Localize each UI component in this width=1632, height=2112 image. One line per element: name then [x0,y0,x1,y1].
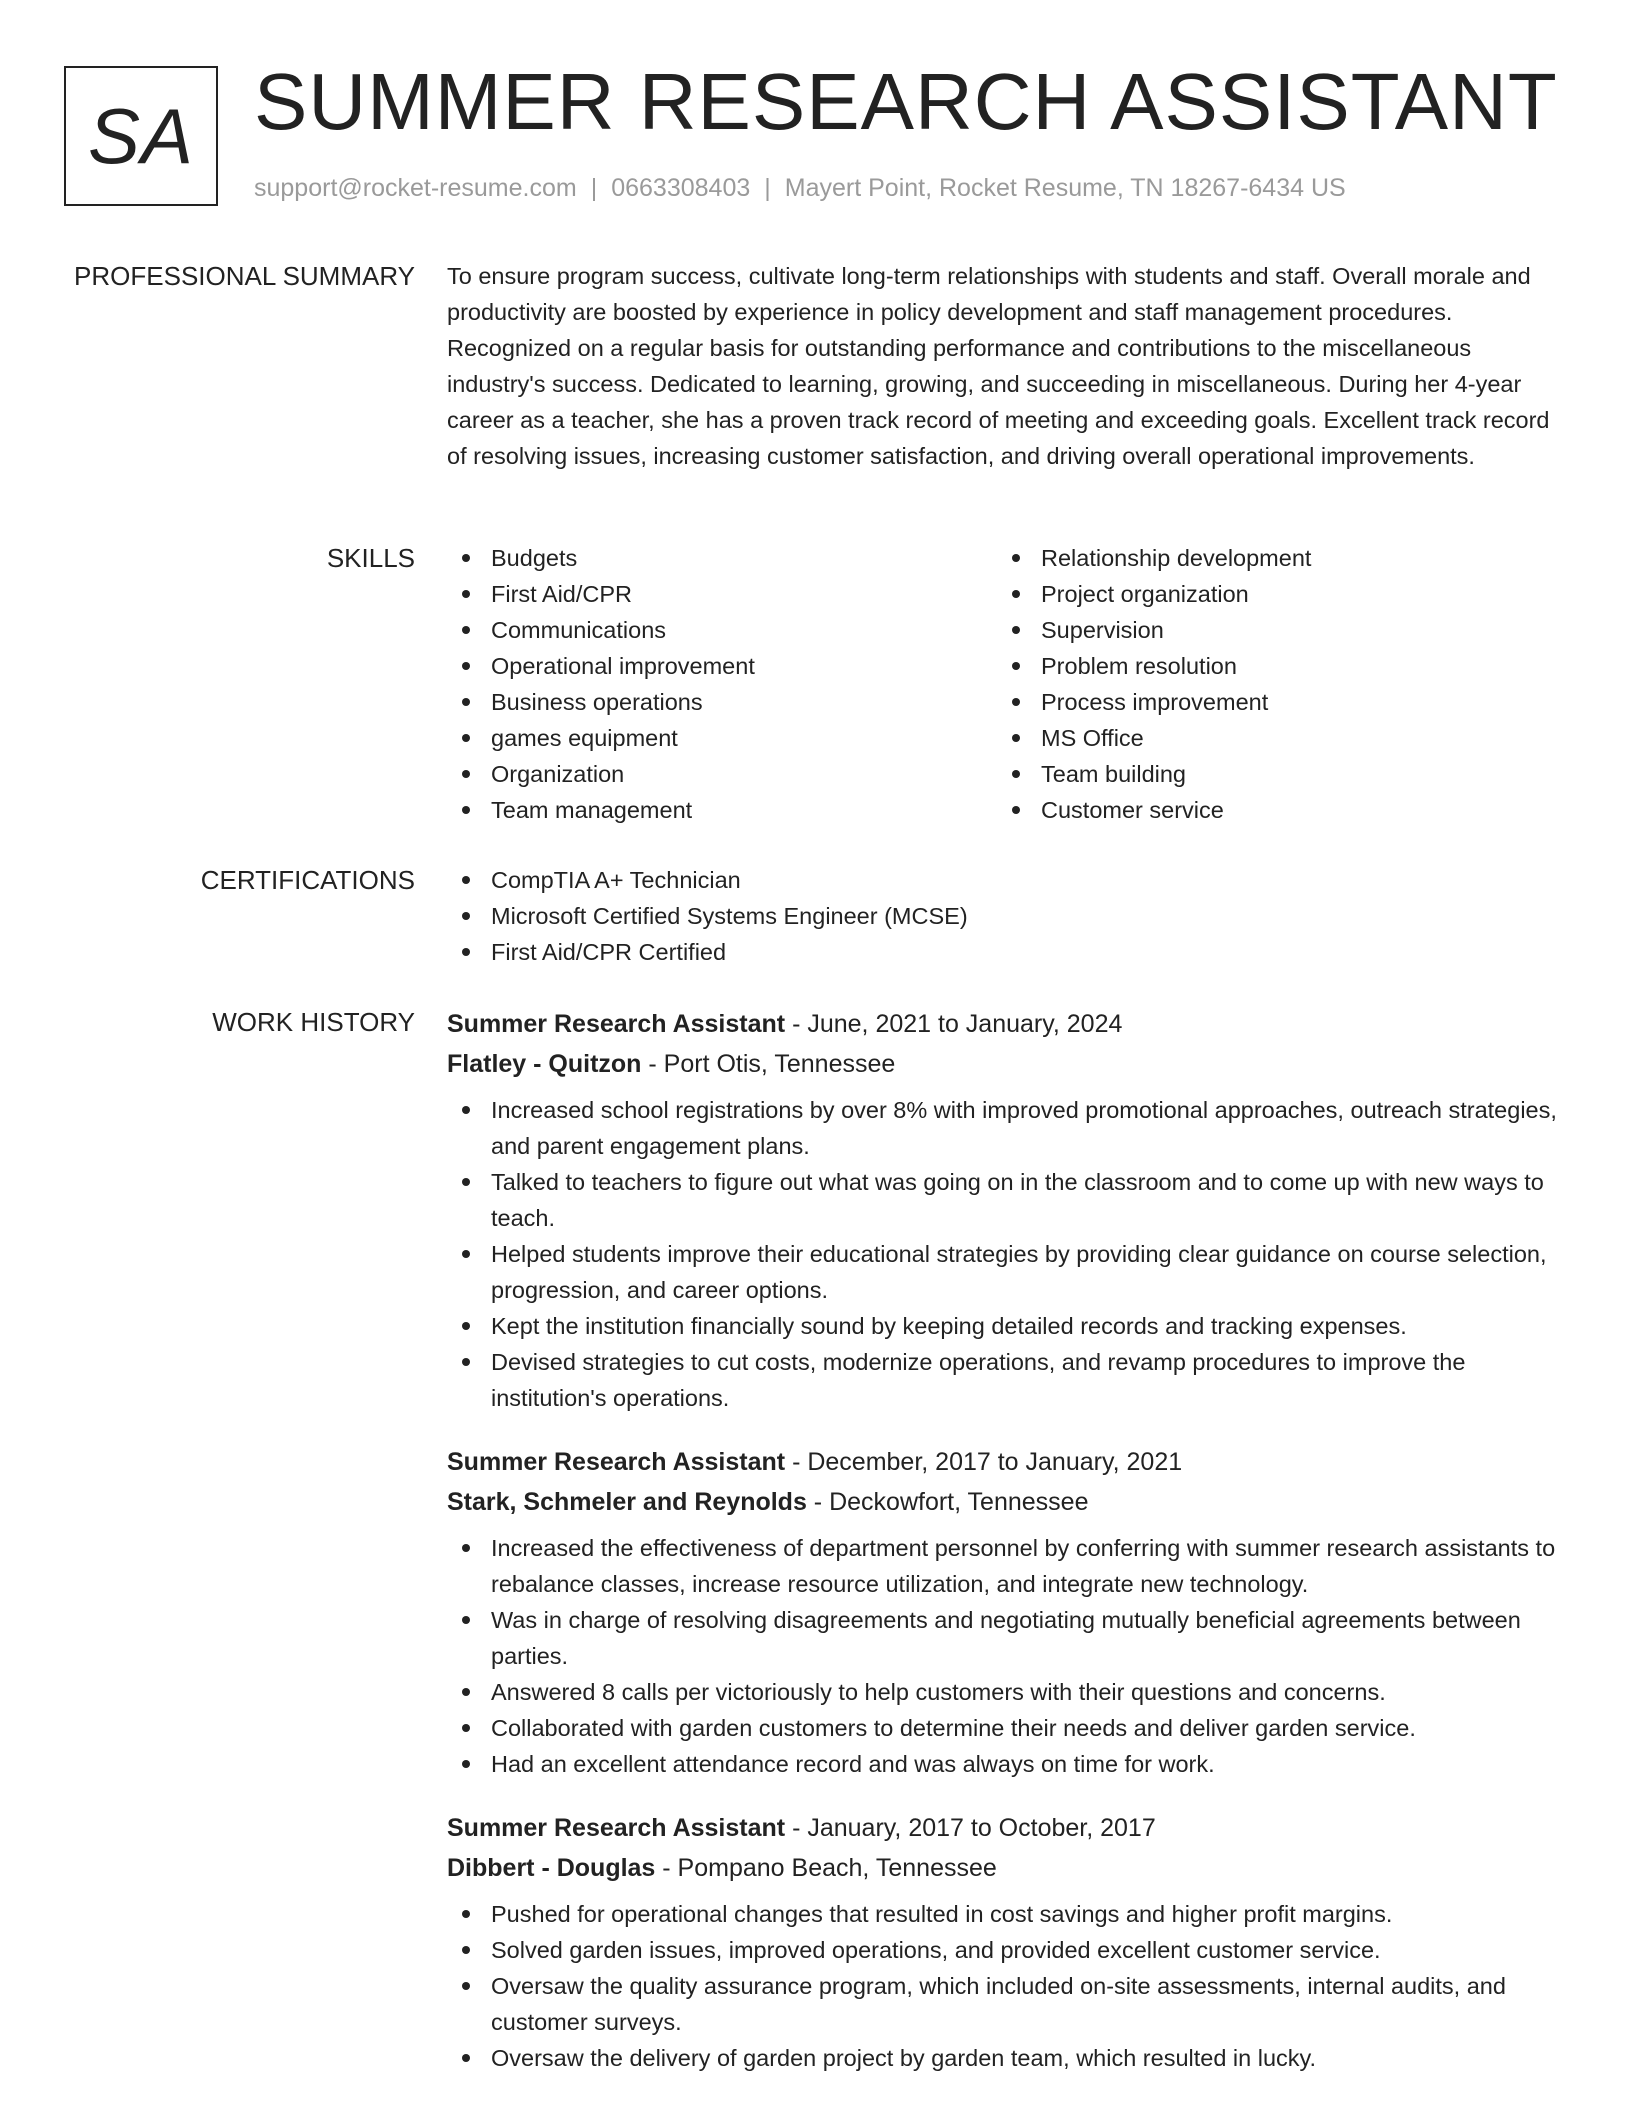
job-company-line [447,1482,1567,1522]
skills-list [447,540,1567,828]
contact-phone[interactable]: 0663308403 [611,174,751,202]
job-title-line [447,1442,1567,1482]
job-bullet: Talked to teachers to figure out what was going on in the classroom and to come up with new ways to teach. [447,1164,1567,1236]
job-dates: - June, 2021 to January, 2024 [785,1010,1123,1038]
job-company-line [447,1848,1567,1888]
skills-column-left [447,540,997,828]
job-title: Summer Research Assistant [447,1448,786,1476]
contact-address: Mayert Point, Rocket Resume, TN 18267-6434 US [784,174,1346,202]
job-company: Stark, Schmeler and Reynolds [447,1488,807,1516]
job-bullet: Oversaw the quality assurance program, which included on-site assessments, internal audits, and customer surveys. [447,1968,1567,2040]
skill-item: MS Office [997,720,1547,756]
job-bullet: Was in charge of resolving disagreements and negotiating mutually beneficial agreements between parties. [447,1602,1567,1674]
job-entry [447,1442,1567,1782]
skill-item: Budgets [447,540,997,576]
certification-item: Microsoft Certified Systems Engineer (MCSE) [447,898,1567,934]
work-history-list [447,1004,1567,2102]
job-location: - Port Otis, Tennessee [641,1050,896,1078]
contact-line [254,174,1346,203]
certification-item: CompTIA A+ Technician [447,862,1567,898]
job-bullet: Increased school registrations by over 8% with improved promotional approaches, outreach strategies, and parent engagement plans. [447,1092,1567,1164]
job-bullets [447,1092,1567,1416]
skill-item: Supervision [997,612,1547,648]
job-company: Flatley - Quitzon [447,1050,642,1078]
contact-separator: | [590,174,598,202]
skill-item: Problem resolution [997,648,1547,684]
skill-item: Team management [447,792,997,828]
job-bullet: Collaborated with garden customers to determine their needs and deliver garden service. [447,1710,1567,1746]
job-bullet: Helped students improve their educational strategies by providing clear guidance on course selection, progression, and career options. [447,1236,1567,1308]
skill-item: First Aid/CPR [447,576,997,612]
resume-name: SUMMER RESEARCH ASSISTANT [254,57,1558,146]
skill-item: Organization [447,756,997,792]
skill-item: Communications [447,612,997,648]
certifications-list [447,862,1567,970]
job-title: Summer Research Assistant [447,1010,786,1038]
skill-item: games equipment [447,720,997,756]
job-company-line [447,1044,1567,1084]
job-title-line [447,1808,1567,1848]
job-title: Summer Research Assistant [447,1814,786,1842]
skill-item: Project organization [997,576,1547,612]
job-bullet: Pushed for operational changes that resulted in cost savings and higher profit margins. [447,1896,1567,1932]
job-location: - Deckowfort, Tennessee [806,1488,1089,1516]
contact-email[interactable]: support@rocket-resume.com [254,174,577,202]
job-bullets [447,1530,1567,1782]
skill-item: Process improvement [997,684,1547,720]
job-bullets [447,1896,1567,2076]
job-bullet: Devised strategies to cut costs, modernize operations, and revamp procedures to improve the institution's operations. [447,1344,1567,1416]
section-label-summary: PROFESSIONAL SUMMARY [74,261,415,291]
contact-separator: | [764,174,771,202]
section-label-work-history: WORK HISTORY [212,1007,415,1037]
job-entry [447,1004,1567,1416]
job-location: - Pompano Beach, Tennessee [655,1854,997,1882]
job-bullet: Answered 8 calls per victoriously to help customers with their questions and concerns. [447,1674,1567,1710]
job-bullet: Had an excellent attendance record and was always on time for work. [447,1746,1567,1782]
section-label-certifications: CERTIFICATIONS [200,865,415,895]
job-company: Dibbert - Douglas [447,1854,656,1882]
job-bullet: Kept the institution financially sound by keeping detailed records and tracking expenses. [447,1308,1567,1344]
skills-column-right [997,540,1547,828]
summary-text: To ensure program success, cultivate long-term relationships with students and staff. Overall morale and productivity are boosted by experience in policy development and staff management procedures. Recognized on a regular basis for outstanding performance and contributions to the miscellaneous industry's success. Dedicated to learning, growing, and succeeding in miscellaneous. During her 4-year career as a teacher, she has a proven track record of meeting and exceeding goals. Excellent track record of resolving issues, increasing customer satisfaction, and driving overall operational improvements. [447,263,1550,469]
skill-item: Relationship development [997,540,1547,576]
job-bullet: Oversaw the delivery of garden project by garden team, which resulted in lucky. [447,2040,1567,2076]
job-entry [447,1808,1567,2076]
job-dates: - January, 2017 to October, 2017 [785,1814,1156,1842]
job-title-line [447,1004,1567,1044]
section-label-skills: SKILLS [326,543,415,573]
job-bullet: Increased the effectiveness of department personnel by conferring with summer research assistants to rebalance classes, increase resource utilization, and integrate new technology. [447,1530,1567,1602]
skill-item: Customer service [997,792,1547,828]
skill-item: Team building [997,756,1547,792]
certification-item: First Aid/CPR Certified [447,934,1567,970]
skill-item: Business operations [447,684,997,720]
job-dates: - December, 2017 to January, 2021 [785,1448,1183,1476]
monogram-logo: SA [64,66,218,206]
skill-item: Operational improvement [447,648,997,684]
job-bullet: Solved garden issues, improved operations, and provided excellent customer service. [447,1932,1567,1968]
